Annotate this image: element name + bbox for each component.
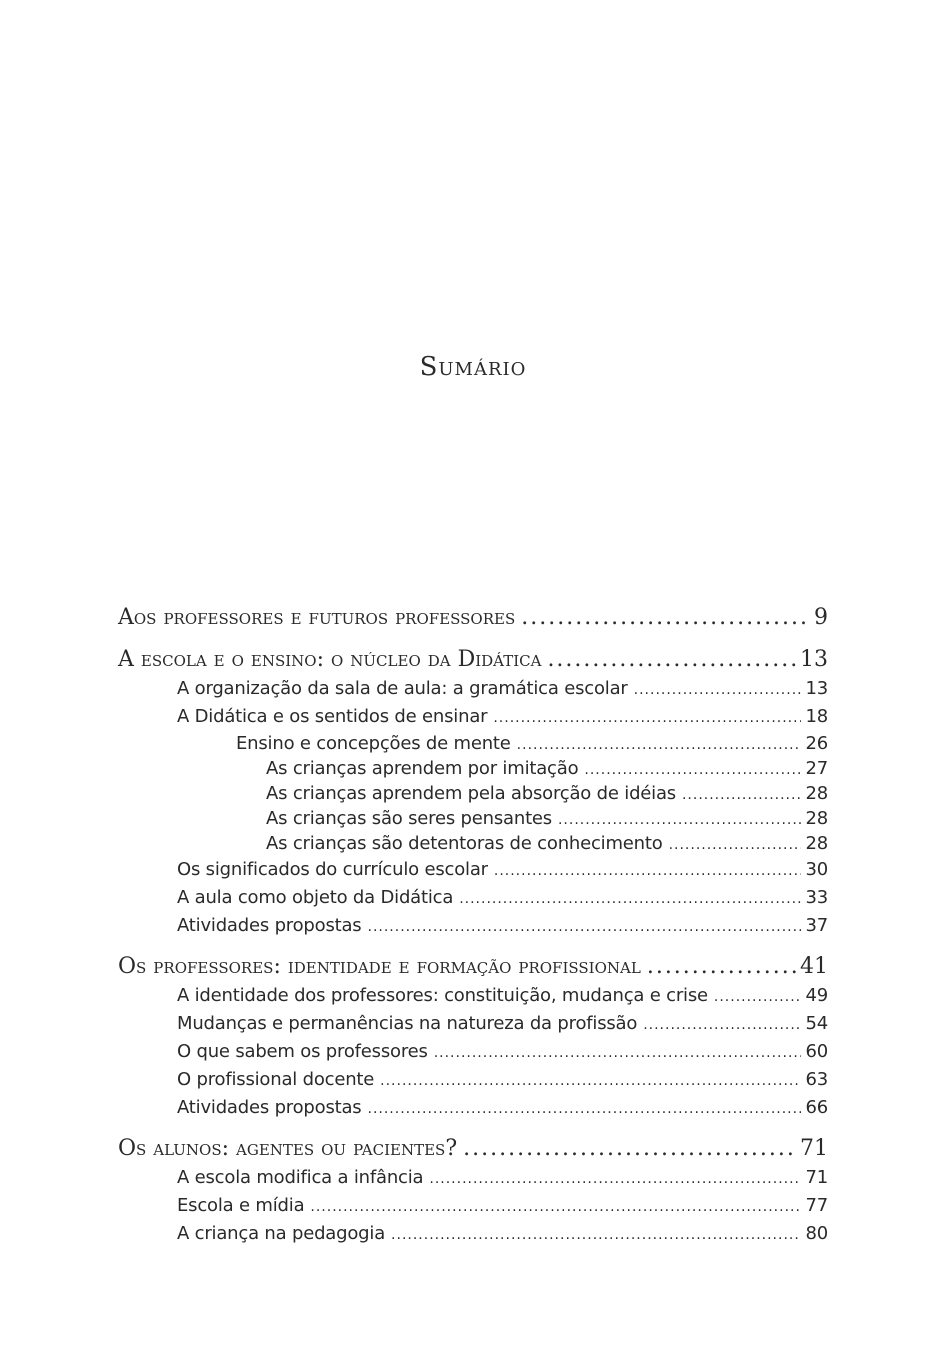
toc-section <box>118 1066 828 1094</box>
toc-page-number: 30 <box>805 859 828 880</box>
toc-page-number: 54 <box>805 1013 828 1034</box>
toc-label: As crianças aprendem por imitação <box>266 758 579 779</box>
toc-label: Ensino e concepções de mente <box>236 733 511 754</box>
toc-section <box>118 884 828 912</box>
toc-subsubsection <box>118 806 828 831</box>
toc-label: Mudanças e permanências na natureza da profissão <box>177 1013 638 1034</box>
toc-chapter <box>118 645 828 675</box>
toc-page-number: 13 <box>805 678 828 699</box>
toc-section <box>118 1094 828 1122</box>
toc-dot-leader <box>647 952 796 982</box>
toc-section <box>118 982 828 1010</box>
toc-page-number: 71 <box>805 1167 828 1188</box>
toc-page-number: 60 <box>805 1041 828 1062</box>
toc-label: As crianças são detentoras de conhecimento <box>266 833 663 854</box>
toc-label: A organização da sala de aula: a gramática escolar <box>177 678 628 699</box>
toc-dot-leader <box>380 1066 801 1095</box>
toc-dot-leader <box>558 806 802 833</box>
toc-page-number: 13 <box>800 647 828 672</box>
toc-dot-leader <box>517 731 802 758</box>
toc-section <box>118 703 828 731</box>
toc-label: O que sabem os professores <box>177 1041 428 1062</box>
toc-page-number: 26 <box>805 733 828 754</box>
toc-page-number: 80 <box>805 1223 828 1244</box>
toc-page-number: 28 <box>805 783 828 804</box>
toc-page-number: 28 <box>805 833 828 854</box>
toc-label: Aos professores e futuros professores <box>118 605 516 630</box>
toc-label: Atividades propostas <box>177 1097 362 1118</box>
toc-label: Os alunos: agentes ou pacientes? <box>118 1136 458 1161</box>
toc-subsubsection <box>118 756 828 781</box>
toc-label: As crianças são seres pensantes <box>266 808 552 829</box>
toc-label: Os significados do currículo escolar <box>177 859 488 880</box>
toc-section <box>118 1220 828 1248</box>
toc-dot-leader <box>521 603 810 633</box>
toc-dot-leader <box>547 645 796 675</box>
toc-dot-leader <box>682 781 802 808</box>
toc-label: Os professores: identidade e formação profissional <box>118 954 641 979</box>
toc-page-number: 33 <box>805 887 828 908</box>
toc-label: As crianças aprendem pela absorção de idéias <box>266 783 676 804</box>
toc-subsubsection <box>118 781 828 806</box>
toc-page-number: 37 <box>805 915 828 936</box>
toc-chapter <box>118 603 828 633</box>
toc-label: A identidade dos professores: constituição, mudança e crise <box>177 985 708 1006</box>
toc-section <box>118 1164 828 1192</box>
toc-label: O profissional docente <box>177 1069 375 1090</box>
toc-dot-leader <box>368 912 802 941</box>
table-of-contents <box>118 603 828 1248</box>
toc-page-number: 41 <box>800 954 828 979</box>
toc-dot-leader <box>584 756 801 783</box>
toc-label: Atividades propostas <box>177 915 362 936</box>
page-title: Sumário <box>419 352 527 382</box>
toc-page-number: 9 <box>814 605 828 630</box>
toc-label: A escola modifica a infância <box>177 1167 424 1188</box>
toc-page-number: 28 <box>805 808 828 829</box>
toc-section <box>118 675 828 703</box>
toc-chapter <box>118 952 828 982</box>
toc-section <box>118 1192 828 1220</box>
toc-label: A escola e o ensino: o núcleo da Didática <box>118 647 542 672</box>
toc-page-number: 77 <box>805 1195 828 1216</box>
toc-label: A criança na pedagogia <box>177 1223 386 1244</box>
toc-page-number: 63 <box>805 1069 828 1090</box>
toc-page-number: 66 <box>805 1097 828 1118</box>
toc-page-number: 27 <box>805 758 828 779</box>
toc-dot-leader <box>434 1038 802 1067</box>
toc-label: Escola e mídia <box>177 1195 305 1216</box>
toc-dot-leader <box>459 884 801 913</box>
toc-dot-leader <box>463 1134 796 1164</box>
toc-dot-leader <box>634 675 802 704</box>
toc-page-number: 18 <box>805 706 828 727</box>
toc-dot-leader <box>714 982 802 1011</box>
toc-section <box>118 912 828 940</box>
toc-section <box>118 856 828 884</box>
toc-page-number: 49 <box>805 985 828 1006</box>
toc-section <box>118 1010 828 1038</box>
toc-label: A Didática e os sentidos de ensinar <box>177 706 488 727</box>
toc-label: A aula como objeto da Didática <box>177 887 454 908</box>
toc-dot-leader <box>494 856 802 885</box>
toc-section <box>118 1038 828 1066</box>
toc-dot-leader <box>493 703 801 732</box>
toc-dot-leader <box>429 1164 801 1193</box>
toc-page-number: 71 <box>800 1136 828 1161</box>
toc-dot-leader <box>391 1220 801 1249</box>
toc-dot-leader <box>310 1192 801 1221</box>
toc-dot-leader <box>669 831 802 858</box>
toc-dot-leader <box>368 1094 802 1123</box>
toc-chapter <box>118 1134 828 1164</box>
toc-subsubsection <box>118 831 828 856</box>
toc-dot-leader <box>643 1010 801 1039</box>
toc-subsection <box>118 731 828 756</box>
